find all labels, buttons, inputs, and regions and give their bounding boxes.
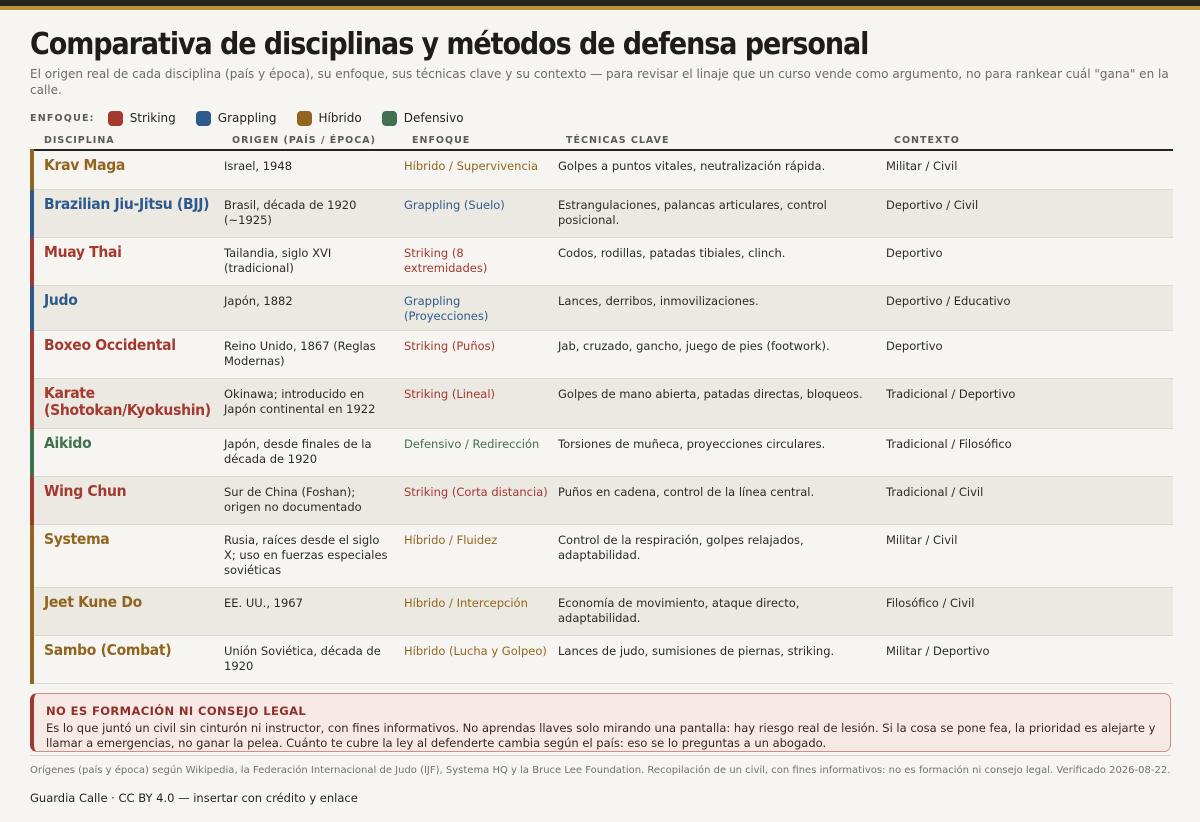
- page-title: Comparativa de disciplinas y métodos de defensa personal: [30, 27, 869, 62]
- table-row: [32, 428, 1173, 476]
- discipline-name: Boxeo Occidental: [32, 330, 220, 378]
- origin-cell: EE. UU., 1967: [220, 587, 400, 635]
- discipline-name: Sambo (Combat): [32, 635, 220, 683]
- context-cell: Militar / Deportivo: [882, 635, 1173, 683]
- techniques-cell: Puños en cadena, control de la línea central.: [554, 476, 882, 524]
- table-row: [32, 330, 1173, 378]
- discipline-name: Judo: [32, 285, 220, 330]
- discipline-name: Karate (Shotokan/Kyokushin): [32, 378, 220, 428]
- page-subtitle: El origen real de cada disciplina (país y época), su enfoque, sus técnicas clave y su contexto — para revisar el linaje que un curso vende como argumento, no para rankear cuál "gana" en la calle.: [30, 67, 1169, 97]
- credit-line: Guardia Calle · CC BY 4.0 — insertar con crédito y enlace: [30, 790, 358, 805]
- context-cell: Deportivo: [882, 330, 1173, 378]
- focus-cell: Grappling (Suelo): [400, 189, 554, 237]
- techniques-cell: Jab, cruzado, gancho, juego de pies (footwork).: [554, 330, 882, 378]
- discipline-name: Muay Thai: [32, 237, 220, 285]
- context-cell: Tradicional / Filosófico: [882, 428, 1173, 476]
- legend-item-grappling: [196, 111, 277, 126]
- focus-cell: Híbrido / Intercepción: [400, 587, 554, 635]
- top-accent-stripe: [0, 6, 1200, 10]
- focus-cell: Defensivo / Redirección: [400, 428, 554, 476]
- techniques-cell: Estrangulaciones, palancas articulares, control posicional.: [554, 189, 882, 237]
- table-row: [32, 635, 1173, 683]
- legend-swatch-striking: [108, 111, 123, 126]
- origin-cell: Okinawa; introducido en Japón continental en 1922: [220, 378, 400, 428]
- legend-item-defensivo: [382, 111, 464, 126]
- origin-cell: Reino Unido, 1867 (Reglas Modernas): [220, 330, 400, 378]
- legend-item-striking: [108, 111, 176, 126]
- sources-note: Orígenes (país y época) según Wikipedia, la Federación Internacional de Judo (IJF), Systema HQ y la Bruce Lee Foundation. Recopilación de un civil, con fines informativos: no es formación ni consejo legal. Verificado 2026-08-22.: [30, 755, 1171, 778]
- disclaimer-text: Es lo que juntó un civil sin cinturón ni instructor, con fines informativos. No aprendas llaves solo mirando una pantalla: hay riesgo real de lesión. Si la cosa se pone fea, la prioridad es alejarte y llamar a emergencias, no ganar la pelea. Cuánto te cubre la ley al defenderte cambia según el país: eso se lo preguntas a un abogado.: [46, 720, 1156, 750]
- table-row: [32, 524, 1173, 587]
- focus-cell: Híbrido / Fluidez: [400, 524, 554, 587]
- legend-item-label: Striking: [129, 111, 176, 125]
- focus-cell: Grappling (Proyecciones): [400, 285, 554, 330]
- disclaimer-box: [30, 693, 1171, 752]
- techniques-cell: Lances, derribos, inmovilizaciones.: [554, 285, 882, 330]
- origin-cell: Brasil, década de 1920 (~1925): [220, 189, 400, 237]
- discipline-name: Systema: [32, 524, 220, 587]
- discipline-name: Jeet Kune Do: [32, 587, 220, 635]
- focus-cell: Striking (8 extremidades): [400, 237, 554, 285]
- table-row: [32, 237, 1173, 285]
- legend-swatch-hibrido: [297, 111, 312, 126]
- table-row: [32, 476, 1173, 524]
- techniques-cell: Economía de movimiento, ataque directo, adaptabilidad.: [554, 587, 882, 635]
- legend: [30, 109, 1171, 127]
- context-cell: Filosófico / Civil: [882, 587, 1173, 635]
- table-row: [32, 150, 1173, 189]
- legend-label: ENFOQUE:: [30, 112, 95, 124]
- origin-cell: Rusia, raíces desde el siglo X; uso en fuerzas especiales soviéticas: [220, 524, 400, 587]
- techniques-cell: Golpes de mano abierta, patadas directas, bloqueos.: [554, 378, 882, 428]
- column-header-contexto: CONTEXTO: [882, 129, 1173, 150]
- context-cell: Deportivo / Educativo: [882, 285, 1173, 330]
- legend-item-label: Híbrido: [318, 111, 362, 125]
- disclaimer-title: NO ES FORMACIÓN NI CONSEJO LEGAL: [46, 703, 307, 718]
- context-cell: Militar / Civil: [882, 150, 1173, 189]
- legend-item-hibrido: [297, 111, 362, 126]
- techniques-cell: Codos, rodillas, patadas tibiales, clinch.: [554, 237, 882, 285]
- focus-cell: Striking (Corta distancia): [400, 476, 554, 524]
- legend-item-label: Defensivo: [403, 111, 464, 125]
- origin-cell: Sur de China (Foshan); origen no documentado: [220, 476, 400, 524]
- focus-cell: Híbrido (Lucha y Golpeo): [400, 635, 554, 683]
- table-header-row: [32, 129, 1173, 150]
- table-row: [32, 285, 1173, 330]
- column-header-tecnicas: TÉCNICAS CLAVE: [554, 129, 882, 150]
- context-cell: Tradicional / Deportivo: [882, 378, 1173, 428]
- discipline-name: Aikido: [32, 428, 220, 476]
- origin-cell: Japón, 1882: [220, 285, 400, 330]
- techniques-cell: Control de la respiración, golpes relajados, adaptabilidad.: [554, 524, 882, 587]
- page-content: [30, 26, 1171, 805]
- discipline-name: Brazilian Jiu-Jitsu (BJJ): [32, 189, 220, 237]
- techniques-cell: Torsiones de muñeca, proyecciones circulares.: [554, 428, 882, 476]
- context-cell: Deportivo: [882, 237, 1173, 285]
- focus-cell: Striking (Lineal): [400, 378, 554, 428]
- legend-item-label: Grappling: [217, 111, 277, 125]
- origin-cell: Israel, 1948: [220, 150, 400, 189]
- context-cell: Deportivo / Civil: [882, 189, 1173, 237]
- column-header-disciplina: DISCIPLINA: [32, 129, 220, 150]
- origin-cell: Japón, desde finales de la década de 1920: [220, 428, 400, 476]
- origin-cell: Unión Soviética, década de 1920: [220, 635, 400, 683]
- disciplines-table: [30, 129, 1173, 684]
- techniques-cell: Lances de judo, sumisiones de piernas, striking.: [554, 635, 882, 683]
- table-row: [32, 378, 1173, 428]
- focus-cell: Striking (Puños): [400, 330, 554, 378]
- legend-swatch-grappling: [196, 111, 211, 126]
- table-row: [32, 587, 1173, 635]
- discipline-name: Krav Maga: [32, 150, 220, 189]
- discipline-name: Wing Chun: [32, 476, 220, 524]
- origin-cell: Tailandia, siglo XVI (tradicional): [220, 237, 400, 285]
- table-row: [32, 189, 1173, 237]
- context-cell: Tradicional / Civil: [882, 476, 1173, 524]
- techniques-cell: Golpes a puntos vitales, neutralización rápida.: [554, 150, 882, 189]
- column-header-origen: ORIGEN (PAÍS / ÉPOCA): [220, 129, 400, 150]
- context-cell: Militar / Civil: [882, 524, 1173, 587]
- focus-cell: Híbrido / Supervivencia: [400, 150, 554, 189]
- column-header-enfoque: ENFOQUE: [400, 129, 554, 150]
- legend-swatch-defensivo: [382, 111, 397, 126]
